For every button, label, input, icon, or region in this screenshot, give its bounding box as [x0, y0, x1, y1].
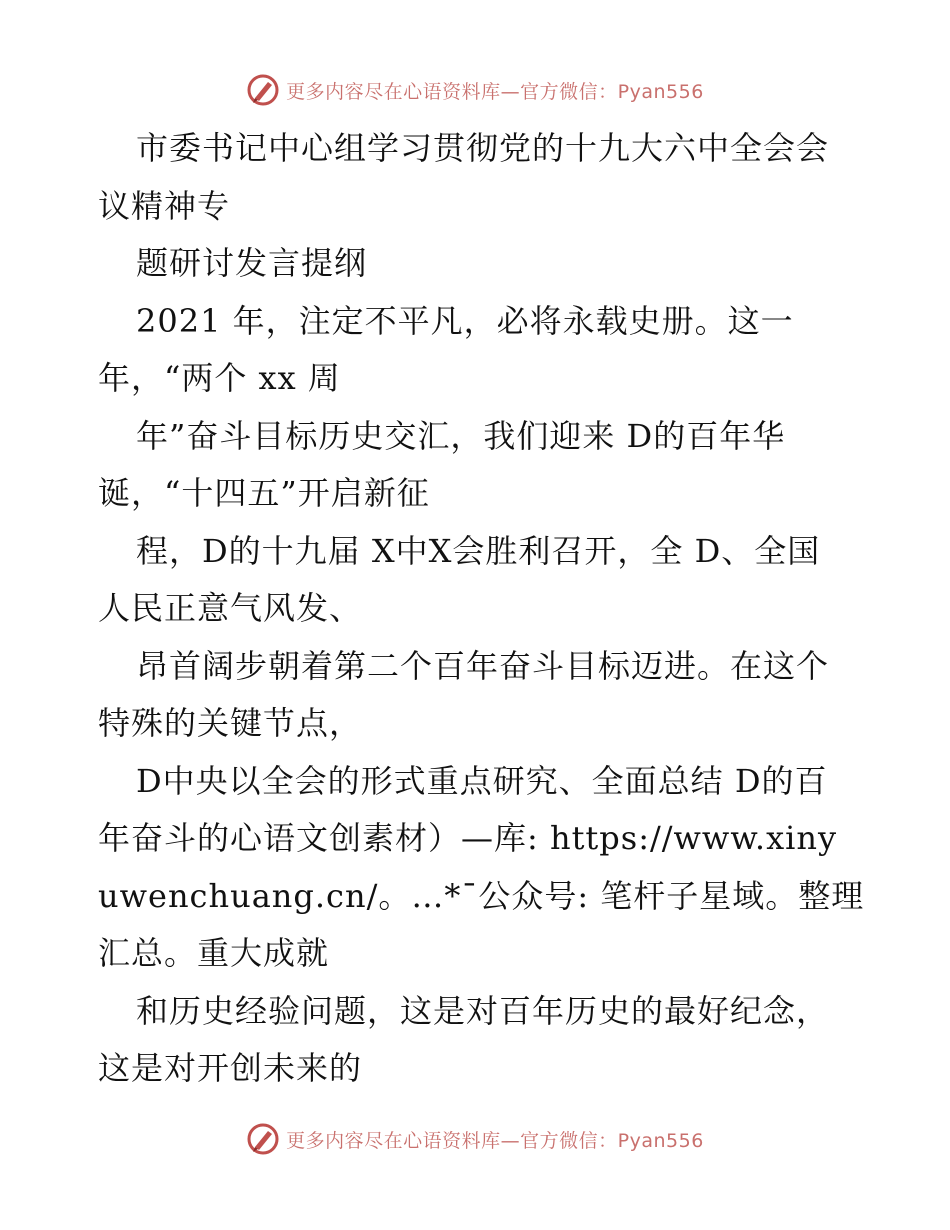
text-line: 诞，“十四五”开启新征: [98, 474, 430, 512]
document-body: [98, 120, 865, 1098]
text-line: D中央以全会的形式重点研究、全面总结 D的百: [136, 761, 828, 800]
text-line: 程，D的十九届 X中X会胜利召开，全 D、全国: [136, 531, 821, 570]
text-line: 市委书记中心组学习贯彻党的十九大六中全会会: [136, 129, 830, 167]
text-line: uwenchuang.cn/。…*¯公众号: 笔杆子星域。整理: [98, 876, 865, 915]
header-watermark: [0, 70, 950, 110]
footer-watermark: [0, 1119, 950, 1159]
text-line: 题研讨发言提纲: [136, 244, 368, 282]
text-line: 年”奋斗目标历史交汇，我们迎来 D的百年华: [136, 416, 786, 455]
pen-logo-icon: [246, 1122, 280, 1156]
text-line: 昂首阔步朝着第二个百年奋斗目标迈进。在这个: [136, 646, 830, 685]
text-line: 和历史经验问题，这是对百年历史的最好纪念，: [136, 991, 830, 1030]
watermark-text: 更多内容尽在心语资料库—官方微信：Pyan556: [286, 1129, 704, 1152]
text-line: 年，“两个 xx 周: [98, 359, 341, 397]
text-line: 这是对开创未来的: [98, 1049, 363, 1087]
text-line: 年奋斗的心语文创素材）—库: https://www.xiny: [98, 819, 838, 857]
text-line: 议精神专: [98, 186, 231, 225]
text-line: 特殊的关键节点，: [98, 704, 363, 742]
text-line: 汇总。重大成就: [98, 934, 330, 972]
text-line: 2021 年，注定不平凡，必将永载史册。这一: [136, 301, 794, 340]
pen-logo-icon: [246, 73, 280, 107]
watermark-text: 更多内容尽在心语资料库—官方微信：Pyan556: [286, 80, 704, 103]
text-line: 人民正意气风发、: [98, 589, 363, 627]
